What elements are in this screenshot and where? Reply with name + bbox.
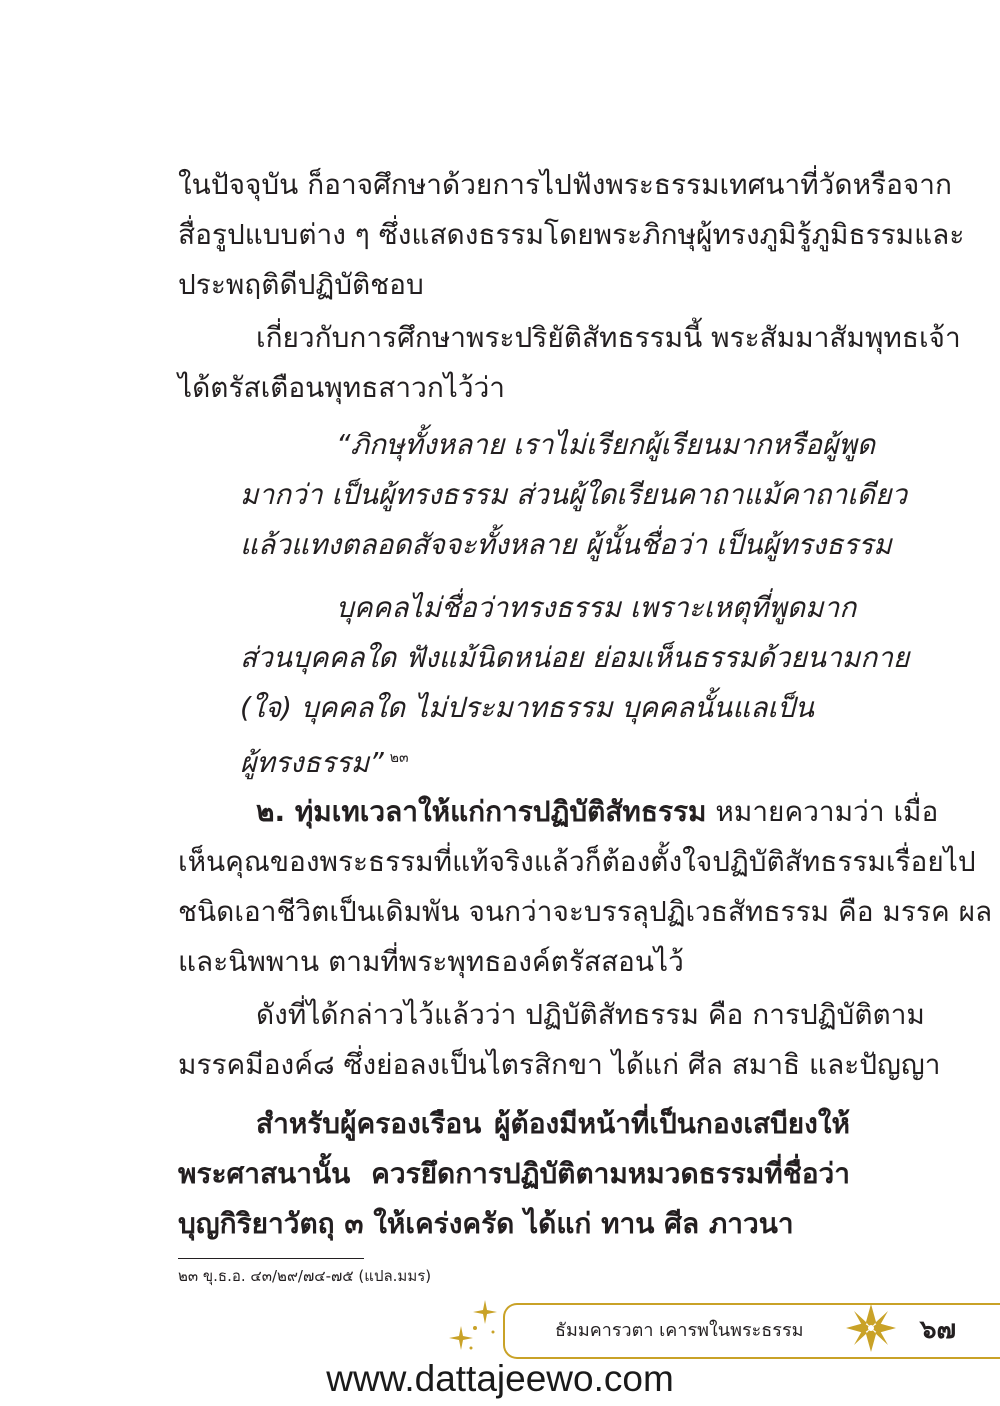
paragraph-line: เห็นคุณของพระธรรมที่แท้จริงแล้วก็ต้องตั้งใจปฏิบัติสัทธรรมเรื่อยไป	[178, 845, 976, 878]
footnote-reference: ๒๓	[389, 750, 409, 766]
paragraph-line: สื่อรูปแบบต่าง ๆ ซึ่งแสดงธรรมโดยพระภิกษุผู้ทรงภูมิรู้ภูมิธรรมและ	[178, 218, 965, 251]
paragraph-line	[178, 787, 939, 837]
paragraph-line: บุญกิริยาวัตถุ ๓ ให้เคร่งครัด ได้แก่ ทาน ศีล ภาวนา	[178, 1207, 794, 1240]
paragraph-line: สำหรับผู้ครองเรือน ผู้ต้องมีหน้าที่เป็นกองเสบียงให้	[256, 1107, 850, 1140]
quote-closing-text: ผู้ทรงธรรม”	[240, 746, 384, 779]
paragraph-text: หมายความว่า เมื่อ	[715, 795, 939, 828]
paragraph-line: และนิพพาน ตามที่พระพุทธองค์ตรัสสอนไว้	[178, 945, 684, 978]
quote-block-1	[240, 420, 908, 570]
quote-line	[240, 733, 800, 783]
footnote-divider	[178, 1258, 364, 1259]
quote-line: แล้วแทงตลอดสัจจะทั้งหลาย ผู้นั้นชื่อว่า เป็นผู้ทรงธรรม	[240, 528, 892, 561]
paragraph-4	[178, 990, 941, 1090]
section-heading: ๒. ทุ่มเทเวลาให้แก่การปฏิบัติสัทธรรม	[256, 795, 707, 828]
paragraph-line: มรรคมีองค์๘ ซึ่งย่อลงเป็นไตรสิกขา ได้แก่ ศีล สมาธิ และปัญญา	[178, 1048, 941, 1081]
paragraph-line: พระศาสนานั้น ควรยึดการปฏิบัติตามหมวดธรรมที่ชื่อว่า	[178, 1157, 850, 1190]
footnote: ๒๓ ขุ.ธ.อ. ๔๓/๒๙/๗๔-๗๕ (แปล.มมร)	[178, 1267, 432, 1285]
quote-block-2	[240, 583, 910, 783]
paragraph-5-bold	[178, 1099, 850, 1249]
quote-line: มากว่า เป็นผู้ทรงธรรม ส่วนผู้ใดเรียนคาถาแม้คาถาเดียว	[240, 478, 908, 511]
paragraph-1	[178, 160, 965, 310]
paragraph-line: ชนิดเอาชีวิตเป็นเดิมพัน จนกว่าจะบรรลุปฏิเวธสัทธรรม คือ มรรค ผล	[178, 895, 993, 928]
page-number: ๖๗	[920, 1315, 957, 1345]
quote-line: (ใจ) บุคคลใด ไม่ประมาทธรรม บุคคลนั้นแลเป็น	[240, 691, 814, 724]
paragraph-2	[178, 313, 961, 413]
gold-flower-ornament-icon	[842, 1302, 900, 1354]
gold-sparkle-ornament-icon	[445, 1298, 503, 1356]
quote-line: ส่วนบุคคลใด ฟังแม้นิดหน่อย ย่อมเห็นธรรมด้วยนามกาย	[240, 641, 910, 674]
paragraph-line: ในปัจจุบัน ก็อาจศึกษาด้วยการไปฟังพระธรรมเทศนาที่วัดหรือจาก	[178, 168, 952, 201]
website-url: www.dattajeewo.com	[326, 1358, 674, 1399]
paragraph-3	[178, 787, 993, 987]
book-title: ธัมมคารวตา เคารพในพระธรรม	[555, 1320, 804, 1341]
quote-line: “ภิกษุทั้งหลาย เราไม่เรียกผู้เรียนมากหรือผู้พูด	[336, 428, 876, 461]
quote-line: บุคคลไม่ชื่อว่าทรงธรรม เพราะเหตุที่พูดมาก	[336, 591, 857, 624]
paragraph-line: เกี่ยวกับการศึกษาพระปริยัติสัทธรรมนี้ พระสัมมาสัมพุทธเจ้า	[256, 321, 961, 354]
paragraph-line: ประพฤติดีปฏิบัติชอบ	[178, 268, 424, 301]
paragraph-line: ดังที่ได้กล่าวไว้แล้วว่า ปฏิบัติสัทธรรม คือ การปฏิบัติตาม	[256, 998, 925, 1031]
paragraph-line: ได้ตรัสเตือนพุทธสาวกไว้ว่า	[178, 371, 506, 404]
